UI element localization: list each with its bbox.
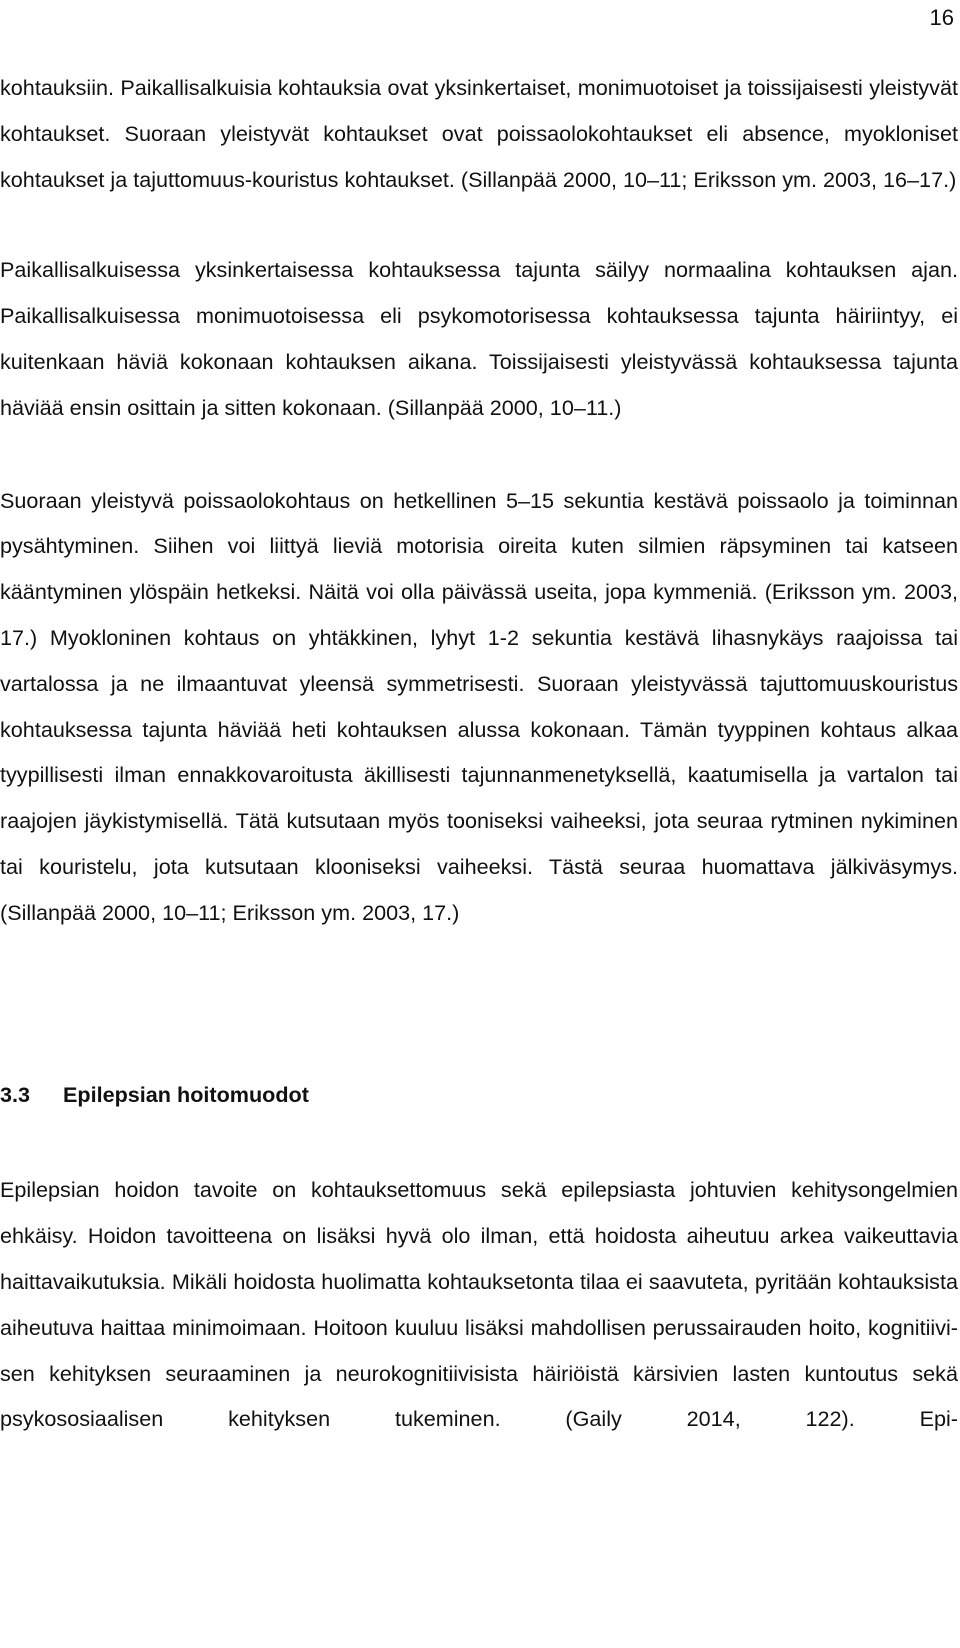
paragraph-seizure-types: kohtauksiin. Paikallisalkuisia kohtauksia ovat yksinkertaiset, monimuotoiset ja toissijaisesti yleistyvät kohtaukset. Suoraan yleistyvät kohtaukset ovat poissaolokohtaukset eli absence, myokloniset kohtaukset ja tajuttomuus-kouristus kohtaukset. (Sillanpää 2000, 10–11; Eriksson ym. 2003, 16–17.) xyxy=(0,75,958,192)
section-number: 3.3 xyxy=(0,1081,31,1107)
paragraph-spacer xyxy=(0,202,958,247)
paragraph-generalized-seizures: Suoraan yleistyvä poissaolokohtaus on hetkellinen 5–15 sekuntia kestävä poissaolo ja toiminnan pysähtyminen. Siihen voi liittyä lieviä motorisia oireita kuten silmien räpsyminen tai katseen kääntyminen ylöspäin hetkeksi. Näitä voi olla päivässä useita, jopa kymmeniä. (Eriksson ym. 2003, 17.) Myokloninen kohtaus on yhtäkkinen, lyhyt 1-2 sekuntia kestävä lihasnykäys raajoissa tai vartalossa ja ne ilmaantuvat yleensä symmetrisesti. Suoraan yleistyvässä tajuttomuuskouristus kohtauksessa tajunta häviää heti kohtauksen alussa kokonaan. Tämän tyyppinen kohtaus alkaa tyypillisesti ilman ennakkovaroitusta äkillisesti tajunnanmenetyksellä, kaatumisella ja vartalon tai raajojen jäykistymisellä. Tätä kutsutaan myös tooniseksi vaiheeksi, jota seuraa rytminen nykiminen tai kouristelu, jota kutsutaan klooniseksi vaiheeksi. Tästä seuraa huomattava jälkiväsymys. (Sillanpää 2000, 10–11; Eriksson ym. 2003, 17.) xyxy=(0,487,958,925)
section-title: Epilepsian hoitomuodot xyxy=(63,1081,309,1107)
paragraph-spacer xyxy=(0,431,958,478)
paragraph-spacer xyxy=(0,1117,958,1167)
paragraph-partial-seizures: Paikallisalkuisessa yksinkertaisessa kohtauksessa tajunta säilyy normaalina kohtauksen ajan. Paikallisalkuisessa monimuotoisessa eli psykomotorisessa kohtauksessa tajunta häiriintyy, ei kuitenkaan häviä kokonaan kohtauksen aikana. Toissijaisesti yleistyvässä kohtauksessa tajunta häviää ensin osittain ja sitten kokonaan. (Sillanpää 2000, 10–11.) xyxy=(0,257,958,420)
section-heading xyxy=(0,1072,958,1118)
paragraph-treatment-goals: Epilepsian hoidon tavoite on kohtauksettomuus sekä epilepsiasta johtuvien kehitysongelmien ehkäisy. Hoidon tavoitteena on lisäksi hyvä olo ilman, että hoidosta aiheutuu arkea vaikeuttavia haittavaikutuksia. Mikäli hoidosta huolimatta kohtauksetonta tilaa ei saavuteta, pyritään kohtauksista aiheutuva haittaa minimoimaan. Hoitoon kuuluu lisäksi mahdollisen perussairauden hoito, kognitiivisen kehityksen seuraaminen ja neurokognitiivisista häiriöistä kärsivien lasten kuntoutus sekä psykososiaalisen kehityksen tukeminen. (Gaily 2014, 122). Epi- xyxy=(0,1177,958,1432)
section-spacer xyxy=(0,936,958,1072)
page-number: 16 xyxy=(929,5,954,30)
page-content xyxy=(0,65,958,1442)
